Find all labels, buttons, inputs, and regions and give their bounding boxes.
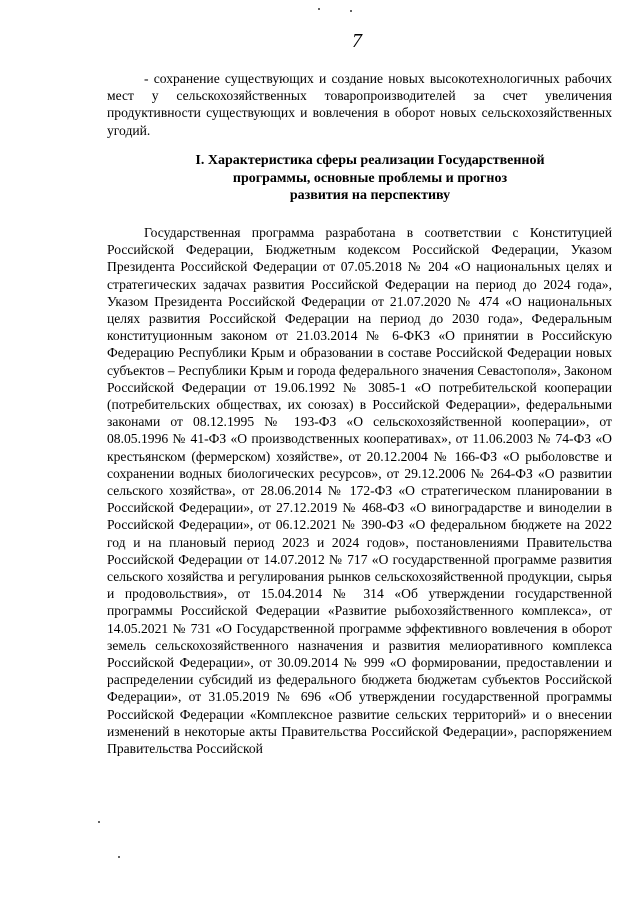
section-heading (170, 152, 570, 205)
scan-speck (350, 10, 352, 12)
heading-line-2: программы, основные проблемы и прогноз (232, 170, 508, 186)
body-paragraph: Государственная программа разработана в соответствии с Конституцией Российской Федерации, Бюджетным кодексом Российской Федерации, Указом Президента Российской Федерации от 07.05.2018 № 204 «О национальных целях и стратегических задачах развития Российской Федерации на период до 2024 года», Указом Президента Российской Федерации от 21.07.2020 № 474 «О национальных целях развития Российской Федерации на период до 2030 года», Федеральным конституционным законом от 21.03.2014 № 6-ФКЗ «О принятии в Российскую Федерацию Республики Крым и образовании в составе Российской Федерации новых субъектов – Республики Крым и города федерального значения Севастополя», Законом Российской Федерации от 19.06.1992 № 3085-1 «О потребительской кооперации (потребительских обществах, их союзах) в Российской Федерации», федеральными законами от 08.12.1995 № 193-ФЗ «О сельскохозяйственной кооперации», от 08.05.1996 № 41-ФЗ «О производственных кооперативах», от 11.06.2003 № 74-ФЗ «О крестьянском (фермерском) хозяйстве», от 20.12.2004 № 166-ФЗ «О рыболовстве и сохранении водных биологических ресурсов», от 29.12.2006 № 264-ФЗ «О развитии сельского хозяйства», от 28.06.2014 № 172-ФЗ «О стратегическом планировании в Российской Федерации», от 27.12.2019 № 468-ФЗ «О виноградарстве и виноделии в Российской Федерации», от 06.12.2021 № 390-ФЗ «О федеральном бюджете на 2022 год и на плановый период 2023 и 2024 годов», постановлениями Правительства Российской Федерации от 14.07.2012 № 717 «О государственной программе развития сельского хозяйства и регулирования рынков сельскохозяйственной продукции, сырья и продовольствия», от 15.04.2014 № 314 «Об утверждении государственной программы Российской Федерации «Развитие рыбохозяйственного комплекса», от 14.05.2021 № 731 «О Государственной программе эффективного вовлечения в оборот земель сельскохозяйственного назначения и развития мелиоративного комплекса Российской Федерации», от 30.09.2014 № 999 «О формировании, предоставлении и распределении субсидий из федерального бюджета бюджетам субъектов Российской Федерации», от 31.05.2019 № 696 «Об утверждении государственной программы Российской Федерации «Комплексное развитие сельских территорий» и о внесении изменений в некоторые акты Правительства Российской Федерации», распоряжением Правительства Российской (107, 225, 612, 757)
heading-line-3: развития на перспективу (289, 188, 451, 203)
scan-speck (118, 856, 120, 858)
intro-paragraph: - сохранение существующих и создание новых высокотехнологичных рабочих мест у сельскохозяйственных товаропроизводителей за счет увеличения продуктивности существующих и вовлечения в оборот новых сельскохозяйственных угодий. (107, 71, 612, 138)
page-number: 7 (352, 30, 362, 52)
scan-speck (318, 8, 320, 10)
heading-line-1: I. Характеристика сферы реализации Государственной (195, 153, 545, 168)
scan-speck (98, 821, 100, 823)
